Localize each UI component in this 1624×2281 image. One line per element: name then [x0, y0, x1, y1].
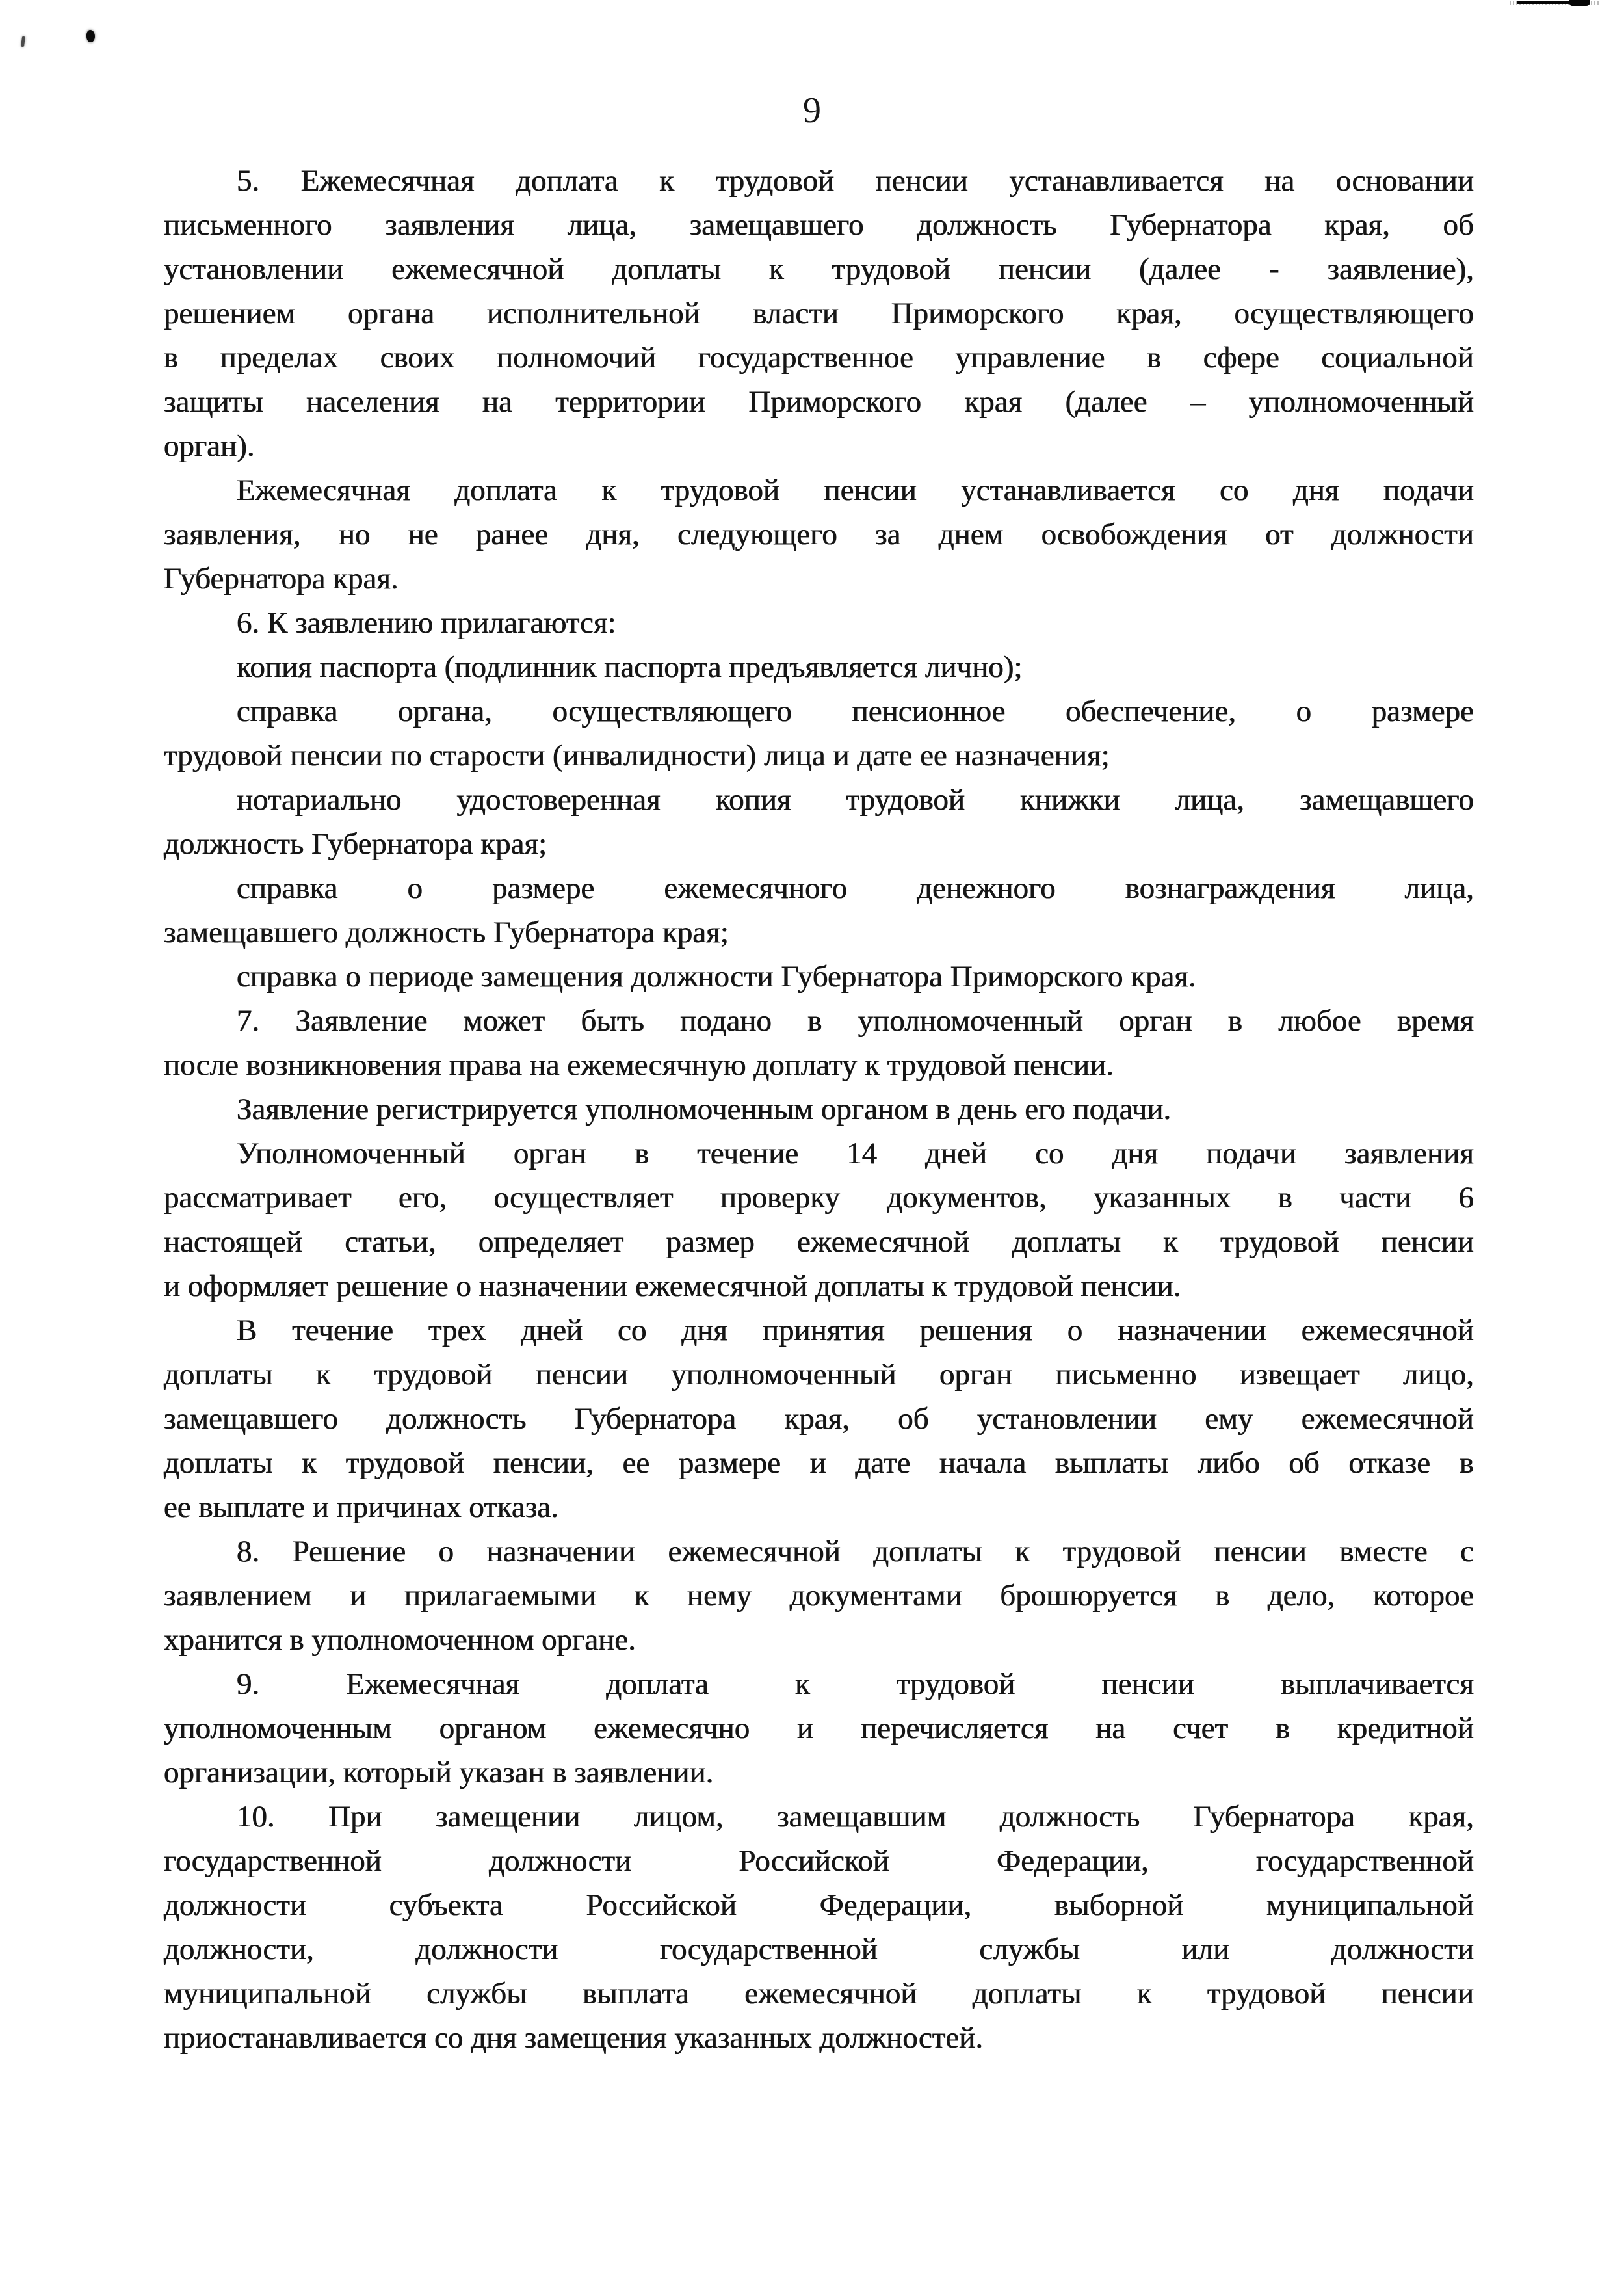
text-line: приостанавливается со дня замещения указанных должностей. — [164, 2021, 984, 2055]
text-line: 7. Заявление может быть подано в уполномоченный орган в любое время — [237, 1004, 1474, 1038]
text-line: нотариально удостоверенная копия трудовой книжки лица, замещавшего — [237, 783, 1474, 817]
paragraph — [164, 999, 1474, 1087]
text-line: 10. При замещении лицом, замещавшим должность Губернатора края, — [237, 1800, 1474, 1834]
paragraph — [164, 159, 1474, 468]
text-line: справка о размере ежемесячного денежного вознаграждения лица, — [237, 871, 1474, 905]
text-line: Заявление регистрируется уполномоченным органом в день его подачи. — [237, 1092, 1172, 1126]
paragraph — [164, 778, 1474, 866]
paragraph — [164, 1795, 1474, 2060]
text-line: заявления, но не ранее дня, следующего за днем освобождения от должности — [164, 518, 1474, 551]
text-line: замещавшего должность Губернатора края, об установлении ему ежемесячной — [164, 1402, 1474, 1436]
text-line: Ежемесячная доплата к трудовой пенсии устанавливается со дня подачи — [237, 473, 1474, 507]
text-line: 8. Решение о назначении ежемесячной доплаты к трудовой пенсии вместе с — [237, 1535, 1474, 1568]
text-line: должность Губернатора края; — [164, 827, 547, 861]
scan-line-artifact — [1510, 0, 1624, 8]
text-line: установлении ежемесячной доплаты к трудовой пенсии (далее - заявление), — [164, 252, 1474, 286]
text-line: справка органа, осуществляющего пенсионное обеспечение, о размере — [237, 694, 1474, 728]
text-line: хранится в уполномоченном органе. — [164, 1623, 636, 1657]
paragraph — [164, 1662, 1474, 1795]
paragraph — [164, 1131, 1474, 1308]
text-line: организации, который указан в заявлении. — [164, 1756, 714, 1789]
scan-speck-artifact — [21, 36, 25, 47]
text-line: замещавшего должность Губернатора края; — [164, 916, 729, 949]
text-line: 6. К заявлению прилагаются: — [237, 606, 616, 640]
text-line: в пределах своих полномочий государственное управление в сфере социальной — [164, 341, 1474, 375]
text-line: решением органа исполнительной власти Приморского края, осуществляющего — [164, 297, 1474, 330]
paragraph — [164, 468, 1474, 601]
text-line: Уполномоченный орган в течение 14 дней со дня подачи заявления — [237, 1137, 1474, 1170]
text-line: трудовой пенсии по старости (инвалидности) лица и дате ее назначения; — [164, 739, 1110, 772]
text-line: уполномоченным органом ежемесячно и перечисляется на счет в кредитной — [164, 1711, 1474, 1745]
text-line: орган). — [164, 429, 255, 463]
text-line: и оформляет решение о назначении ежемесячной доплаты к трудовой пенсии. — [164, 1269, 1181, 1303]
text-line: должности субъекта Российской Федерации, выборной муниципальной — [164, 1888, 1474, 1922]
text-line: 5. Ежемесячная доплата к трудовой пенсии устанавливается на основании — [237, 164, 1474, 198]
paragraph — [164, 1308, 1474, 1529]
paragraph — [164, 645, 1474, 689]
page-number: 9 — [803, 90, 821, 131]
paragraph — [164, 689, 1474, 778]
paragraph — [164, 955, 1474, 999]
text-line: ее выплате и причинах отказа. — [164, 1490, 558, 1524]
document-body — [164, 159, 1474, 2060]
paragraph — [164, 1087, 1474, 1131]
text-line: справка о периоде замещения должности Губернатора Приморского края. — [237, 960, 1196, 994]
paragraph — [164, 866, 1474, 955]
text-line: письменного заявления лица, замещавшего должность Губернатора края, об — [164, 208, 1474, 242]
paragraph — [164, 601, 1474, 645]
text-line: Губернатора края. — [164, 562, 399, 596]
text-line: государственной должности Российской Федерации, государственной — [164, 1844, 1474, 1878]
text-line: защиты населения на территории Приморского края (далее – уполномоченный — [164, 385, 1474, 419]
text-line: настоящей статьи, определяет размер ежемесячной доплаты к трудовой пенсии — [164, 1225, 1474, 1259]
text-line: после возникновения права на ежемесячную доплату к трудовой пенсии. — [164, 1048, 1114, 1082]
text-line: В течение трех дней со дня принятия решения о назначении ежемесячной — [237, 1313, 1474, 1347]
text-line: должности, должности государственной службы или должности — [164, 1932, 1474, 1966]
text-line: муниципальной службы выплата ежемесячной доплаты к трудовой пенсии — [164, 1977, 1474, 2011]
text-line: рассматривает его, осуществляет проверку документов, указанных в части 6 — [164, 1181, 1474, 1215]
text-line: копия паспорта (подлинник паспорта предъявляется лично); — [237, 650, 1023, 684]
scan-speck-artifact — [86, 30, 95, 42]
paragraph — [164, 1529, 1474, 1662]
text-line: доплаты к трудовой пенсии, ее размере и дате начала выплаты либо об отказе в — [164, 1446, 1474, 1480]
text-line: 9. Ежемесячная доплата к трудовой пенсии выплачивается — [237, 1667, 1474, 1701]
text-line: доплаты к трудовой пенсии уполномоченный орган письменно извещает лицо, — [164, 1358, 1474, 1391]
text-line: заявлением и прилагаемыми к нему документами брошюруется в дело, которое — [164, 1579, 1474, 1613]
